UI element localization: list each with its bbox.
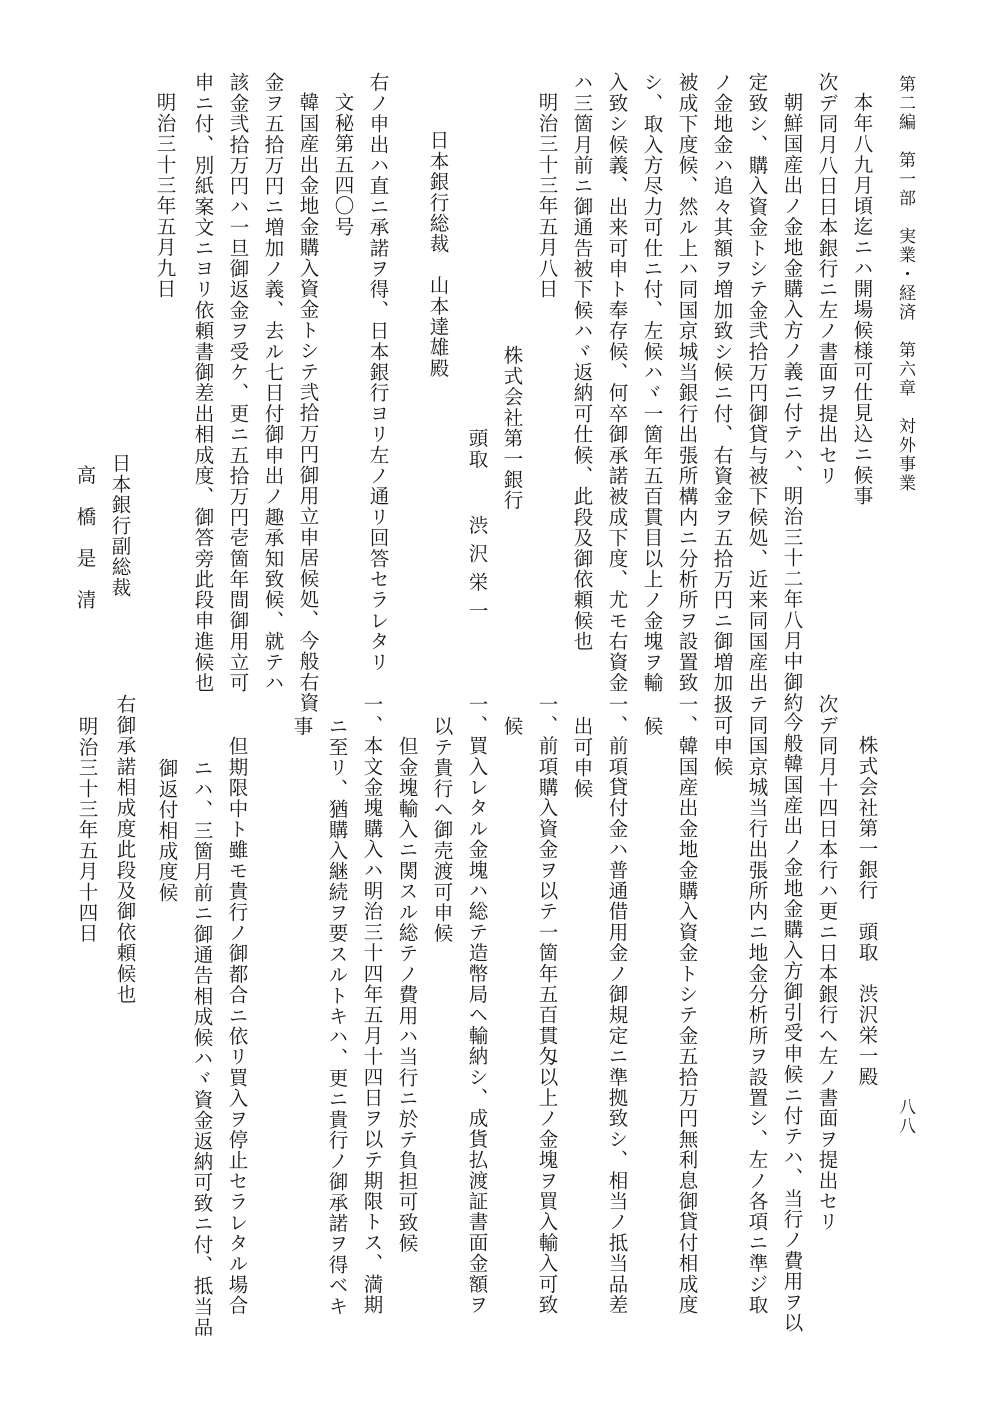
signature-name-2: 高橋是清 [73,465,97,631]
text-line: ノ金地金ハ追々其額ヲ増加致シ候ニ付、右資金ヲ五拾万円ニ御増加 [710,72,734,693]
text-line: 但金塊輸入ニ関スル総テノ費用ハ当行ニ於テ負担可致候 [395,736,419,1254]
letter-date: 明治三十三年五月八日 [535,92,559,299]
list-item: 一、買入レタル金塊ハ総テ造幣局ヘ輸納シ、成貨払渡証書面金額ヲ [465,694,489,1315]
addressee: 日本銀行総裁 山本達雄殿 [426,130,450,379]
text-line: 被成下度候、然ル上ハ同国京城当銀行出張所構内ニ分析所ヲ設置致 [675,72,699,693]
text-line: テ同国京城当行出張所内ニ地金分析所ヲ設置シ、左ノ各項ニ準ジ取 [745,694,769,1315]
text-line: 扱可申候 [710,694,734,777]
list-item: 一、韓国産出金地金購入資金トシテ金五拾万円無利息御貸付相成度 [675,694,699,1315]
addressee-2: 株式会社第一銀行 頭取 渋沢栄一殿 [855,735,879,1087]
text-line: 但期限中ト雖モ貴行ノ御都合ニ依リ買入ヲ停止セラレタル場合 [225,736,249,1316]
text-line: 次デ同月十四日本行ハ更ニ日本銀行ヘ左ノ書面ヲ提出セリ [815,694,839,1233]
list-item: 一、前項購入資金ヲ以テ一箇年五百貫匁以上ノ金塊ヲ買入輸入可致 [535,694,559,1315]
text-line: 以テ貴行ヘ御売渡可申候 [430,716,454,944]
text-line: 今般韓国産出ノ金地金購入方御引受申候ニ付テハ、当行ノ費用ヲ以 [780,712,804,1333]
signature-title: 頭取 [465,428,489,470]
signature-company: 株式会社第一銀行 [500,345,524,511]
text-line: シ、取入方尽力可仕ニ付、左候ハヾ一箇年五百貫目以上ノ金塊ヲ輸 [640,72,664,693]
signature-name: 渋沢栄一 [465,515,489,629]
text-line: 申ニ付、別紙案文ニヨリ依頼書御差出相成度、御答旁此段申進候也 [191,72,215,693]
closing-date: 明治三十三年五月十四日 [75,716,99,944]
text-line: 入致シ候義、出来可申ト奉存候、何卒御承諾被成下度、尤モ右資金 [605,72,629,693]
text-line: 右御承諾相成度此段及御依頼候也 [113,694,137,1005]
reply-date: 明治三十三年五月九日 [153,92,177,299]
list-item: 一、本文金塊購入ハ明治三十四年五月十四日ヲ以テ期限トス、満期 [360,694,384,1315]
list-item: 一、前項貸付金ハ普通借用金ノ御規定ニ準拠致シ、相当ノ抵当品差 [605,694,629,1315]
text-line: 定致シ、購入資金トシテ金弐拾万円御貸与被下候処、近来同国産出 [745,72,769,693]
text-line: 出可申候 [570,716,594,799]
text-line: ハ三箇月前ニ御通告被下候ハヾ返納可仕候、此段及御依頼候也 [570,72,594,652]
text-line: 次デ同月八日日本銀行ニ左ノ書面ヲ提出セリ [815,72,839,486]
chapter-header: 第二編 第一部 実業・経済 第六章 対外事業 [895,75,915,493]
text-line: 韓国産出金地金購入資金トシテ弐拾万円御用立申居候処、今般右資 [296,92,320,713]
text-line: 右ノ申出ハ直ニ承諾ヲ得、日本銀行ヨリ左ノ通リ回答セラレタリ [366,72,390,673]
page-number: 八八 [895,1098,915,1136]
text-line: 本年八九月頃迄ニハ開場候様可仕見込ニ候事 [850,92,874,506]
signature-organization: 日本銀行副総裁 [108,453,132,598]
text-line: 朝鮮国産出ノ金地金購入方ノ義ニ付テハ、明治三十二年八月中御約 [780,92,804,713]
text-line: 候 [640,716,664,737]
document-number: 文秘第五四〇号 [331,92,355,237]
text-line: ニ至リ、猶購入継続ヲ要スルトキハ、更ニ貴行ノ御承諾ヲ得ベキ [325,716,349,1317]
text-line: ニハ、三箇月前ニ御通告相成候ハヾ資金返納可致ニ付、抵当品 [190,758,214,1338]
text-line: 候 [500,716,524,737]
text-line: 該金弐拾万円ハ一旦御返金ヲ受ケ、更ニ五拾万円壱箇年間御用立可 [226,72,250,693]
text-line: 金ヲ五拾万円ニ増加ノ義、去ル七日付御申出ノ趣承知致候、就テハ [261,72,285,693]
text-line: 事 [290,716,314,737]
text-line: 御返付相成度候 [155,758,179,903]
